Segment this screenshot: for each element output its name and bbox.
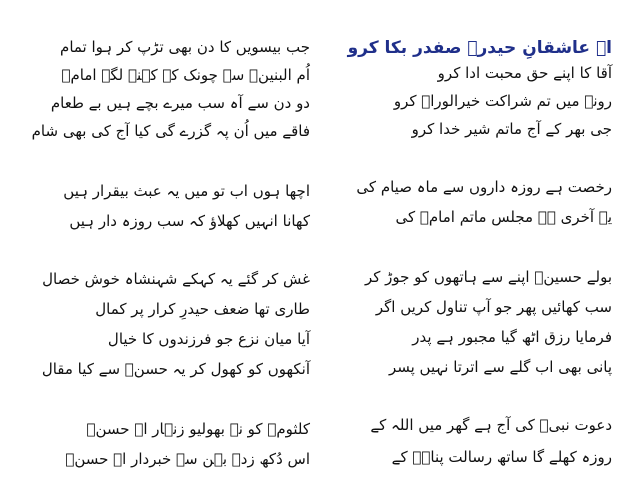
verse-line: آقا کا اپنے حق محبت ادا کرو (437, 64, 612, 82)
verse-line: اس دُکھ زدہ بہن سے خبردار اے حسنؑ (65, 450, 310, 468)
verse-line: اُم البنینؑ سے چونک کے کہنے لگے امامؑ (61, 66, 310, 84)
verse-line: سب کھائیں پھر جو آپ تناول کریں اگر (375, 298, 612, 316)
verse-line: یہ آخری ہے مجلس ماتم امامؑ کی (395, 208, 612, 226)
verse-line: جب بیسویں کا دن بھی تڑپ کر ہوا تمام (60, 38, 310, 56)
verse-line: کھانا انہیں کھلاؤ کہ سب روزہ دار ہیں (69, 212, 310, 230)
verse-line: پانی بھی اب گلے سے اترتا نہیں پسر (388, 358, 612, 376)
verse-line: رخصت ہے روزہ داروں سے ماہ صیام کی (356, 178, 612, 196)
verse-line: دو دن سے آہ سب میرے بچے ہیں بے طعام (50, 94, 310, 112)
verse-line: فاقے میں اُن پہ گزرے گی کیا آج کی بھی شام (31, 122, 310, 140)
verse-line: غش کر گئے یہ کہکے شہنشاہ خوش خصال (42, 270, 310, 288)
verse-line: آیا میان نزع جو فرزندوں کا خیال (107, 330, 310, 348)
verse-line: طاری تھا ضعف حیدرِ کرار پر کمال (95, 300, 310, 318)
verse-line: جی بھر کے آج ماتم شیر خدا کرو (411, 120, 612, 138)
verse-line: دعوت نبیؐ کی آج ہے گھر میں اللہ کے (370, 416, 612, 434)
verse-line: آنکھوں کو کھول کر یہ حسنؑ سے کیا مقال (41, 360, 310, 378)
verse-line: فرمایا رزق اٹھ گیا مجبور ہے پدر (412, 328, 612, 346)
verse-line: روزہ کھلے گا ساتھ رسالت پناہؐ کے (391, 448, 612, 466)
poem-title: اے عاشقانِ حیدرؑ صفدر بکا کرو (347, 38, 612, 58)
verse-line: کلثومؑ کو نہ بھولیو زنہار اے حسنؑ (86, 420, 310, 438)
verse-line: بولے حسینؑ اپنے سے ہاتھوں کو جوڑ کر (364, 268, 612, 286)
verse-line: اچھا ہوں اب تو میں یہ عبث بیقرار ہیں (63, 182, 310, 200)
verse-line: رونے میں تم شراکت خیرالوراؐ کرو (393, 92, 612, 110)
